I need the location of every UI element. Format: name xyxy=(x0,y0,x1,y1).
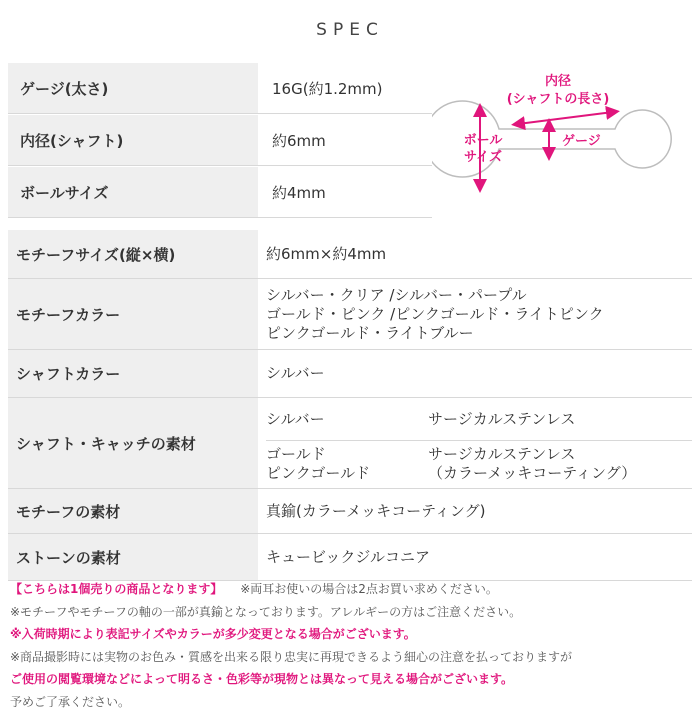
material-subrow xyxy=(266,398,692,440)
material-name-line: サージカルステンレス xyxy=(428,445,692,464)
spec-value xyxy=(258,398,692,488)
material-name: サージカルステンレス xyxy=(428,410,692,429)
spec-row-motif-size xyxy=(8,230,692,279)
spec-value: キュービックジルコニア xyxy=(258,534,692,580)
spec-row-inner-diameter xyxy=(8,115,432,166)
spec-label: 内径(シャフト) xyxy=(8,115,258,165)
gauge-label: ゲージ xyxy=(562,134,601,149)
note-line: ※モチーフやモチーフの軸の一部が真鍮となっております。アレルギーの方はご注意ください。 xyxy=(10,601,700,624)
inner-label-2: (シャフトの長さ) xyxy=(507,91,610,107)
spec-table-bottom xyxy=(8,230,692,581)
ball-label-1: ボール xyxy=(464,133,504,148)
inner-diameter-arrow xyxy=(518,112,613,124)
spec-label: シャフト・キャッチの素材 xyxy=(8,398,258,488)
spec-value xyxy=(258,279,692,349)
spec-label: ゲージ(太さ) xyxy=(8,63,258,113)
spec-row-motif-color xyxy=(8,279,692,350)
note-both-ears: ※両耳お使いの場合は2点お買い求めください。 xyxy=(240,582,498,596)
material-color-line: ゴールド xyxy=(266,445,428,464)
spec-label: ボールサイズ xyxy=(8,167,258,217)
material-color xyxy=(266,445,428,483)
motif-color-line: ゴールド・ピンク /ピンクゴールド・ライトピンク xyxy=(266,305,692,324)
note-single-item: 【こちらは1個売りの商品となります】 xyxy=(10,582,222,596)
spec-label: モチーフの素材 xyxy=(8,489,258,533)
spec-value: 約4mm xyxy=(258,167,432,217)
material-color: シルバー xyxy=(266,410,428,429)
motif-color-line: ピンクゴールド・ライトブルー xyxy=(266,324,692,343)
note-line: ご使用の閲覧環境などによって明るさ・色彩等が現物とは異なって見える場合がございます。 xyxy=(10,668,700,691)
material-subrow xyxy=(266,441,692,487)
spec-label: シャフトカラー xyxy=(8,350,258,397)
note-line xyxy=(10,578,700,601)
note-line: 予めご了承ください。 xyxy=(10,691,700,713)
spec-value: 約6mm×約4mm xyxy=(258,230,692,278)
spec-label: モチーフカラー xyxy=(8,279,258,349)
material-name xyxy=(428,445,692,483)
notes xyxy=(10,578,700,713)
spec-label: ストーンの素材 xyxy=(8,534,258,580)
inner-label-1: 内径 xyxy=(545,73,571,89)
spec-value: シルバー xyxy=(258,350,692,397)
spec-table-top xyxy=(8,63,432,219)
spec-value: 16G(約1.2mm) xyxy=(258,63,432,113)
motif-color-line: シルバー・クリア /シルバー・パープル xyxy=(266,286,692,305)
material-color-line: ピンクゴールド xyxy=(266,464,428,483)
barbell-illustration xyxy=(432,66,700,196)
ball-label-2: サイズ xyxy=(464,150,502,165)
spec-row-stone-material xyxy=(8,534,692,581)
spec-row-shaft-material xyxy=(8,398,692,489)
spec-row-motif-material xyxy=(8,489,692,534)
spec-row-ball-size xyxy=(8,167,432,218)
spec-row-shaft-color xyxy=(8,350,692,398)
spec-row-gauge xyxy=(8,63,432,114)
page-title: SPEC xyxy=(0,20,700,40)
note-line: ※商品撮影時には実物のお色み・質感を出来る限り忠実に再現できるよう細心の注意を払っておりますが xyxy=(10,646,700,669)
spec-value: 約6mm xyxy=(258,115,432,165)
material-name-line: （カラーメッキコーティング） xyxy=(428,464,692,483)
note-line: ※入荷時期により表記サイズやカラーが多少変更となる場合がございます。 xyxy=(10,623,700,646)
barbell-diagram xyxy=(432,66,700,196)
spec-value: 真鍮(カラーメッキコーティング) xyxy=(258,489,692,533)
spec-label: モチーフサイズ(縦×横) xyxy=(8,230,258,278)
